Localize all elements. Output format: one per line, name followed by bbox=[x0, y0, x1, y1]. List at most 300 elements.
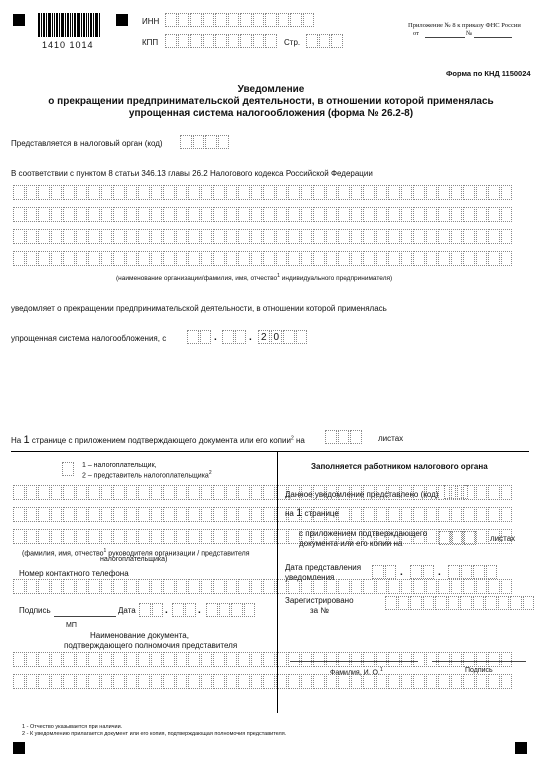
char-cell[interactable] bbox=[188, 674, 200, 689]
char-cell[interactable] bbox=[413, 507, 425, 522]
char-cell[interactable] bbox=[188, 652, 200, 667]
char-cell[interactable] bbox=[426, 652, 438, 667]
char-cell[interactable] bbox=[201, 507, 213, 522]
char-cell[interactable] bbox=[388, 207, 400, 222]
char-cell[interactable] bbox=[451, 207, 463, 222]
char-cell[interactable] bbox=[276, 652, 288, 667]
char-cell[interactable] bbox=[113, 507, 125, 522]
char-cell[interactable] bbox=[176, 579, 188, 594]
char-cell[interactable] bbox=[401, 185, 413, 200]
inn-cells[interactable] bbox=[165, 13, 315, 27]
char-cell[interactable] bbox=[388, 674, 400, 689]
char-cell[interactable] bbox=[351, 207, 363, 222]
char-cell[interactable] bbox=[38, 529, 50, 544]
char-cell[interactable] bbox=[226, 579, 238, 594]
char-cell[interactable] bbox=[463, 207, 475, 222]
char-cell[interactable] bbox=[238, 185, 250, 200]
char-cell[interactable] bbox=[501, 579, 513, 594]
char-cell[interactable] bbox=[501, 207, 513, 222]
char-cell[interactable] bbox=[201, 674, 213, 689]
char-cell[interactable] bbox=[38, 579, 50, 594]
char-cell[interactable] bbox=[226, 652, 238, 667]
char-cell[interactable] bbox=[476, 652, 488, 667]
char-cell[interactable] bbox=[126, 507, 138, 522]
char-cell[interactable] bbox=[213, 579, 225, 594]
org-name-row-4[interactable] bbox=[13, 251, 513, 266]
char-cell[interactable] bbox=[176, 207, 188, 222]
char-cell[interactable] bbox=[63, 579, 75, 594]
char-cell[interactable] bbox=[363, 185, 375, 200]
char-cell[interactable] bbox=[188, 229, 200, 244]
char-cell[interactable] bbox=[76, 485, 88, 500]
char-cell[interactable] bbox=[188, 251, 200, 266]
char-cell[interactable] bbox=[88, 579, 100, 594]
char-cell[interactable] bbox=[413, 579, 425, 594]
char-cell[interactable] bbox=[476, 185, 488, 200]
char-cell[interactable] bbox=[113, 579, 125, 594]
char-cell[interactable] bbox=[76, 229, 88, 244]
char-cell[interactable] bbox=[426, 185, 438, 200]
char-cell[interactable] bbox=[151, 579, 163, 594]
char-cell[interactable] bbox=[163, 579, 175, 594]
char-cell[interactable] bbox=[201, 652, 213, 667]
char-cell[interactable] bbox=[238, 251, 250, 266]
char-cell[interactable] bbox=[13, 507, 25, 522]
char-cell[interactable] bbox=[263, 652, 275, 667]
char-cell[interactable] bbox=[88, 485, 100, 500]
char-cell[interactable] bbox=[76, 251, 88, 266]
char-cell[interactable] bbox=[151, 229, 163, 244]
char-cell[interactable] bbox=[476, 529, 488, 544]
char-cell[interactable] bbox=[13, 579, 25, 594]
char-cell[interactable] bbox=[113, 229, 125, 244]
char-cell[interactable] bbox=[388, 251, 400, 266]
char-cell[interactable] bbox=[376, 579, 388, 594]
char-cell[interactable] bbox=[488, 207, 500, 222]
char-cell[interactable] bbox=[476, 251, 488, 266]
char-cell[interactable] bbox=[176, 185, 188, 200]
stop-date-year[interactable] bbox=[258, 330, 308, 344]
char-cell[interactable] bbox=[426, 674, 438, 689]
char-cell[interactable] bbox=[88, 251, 100, 266]
char-cell[interactable] bbox=[88, 652, 100, 667]
char-cell[interactable] bbox=[101, 674, 113, 689]
char-cell[interactable] bbox=[201, 579, 213, 594]
char-cell[interactable] bbox=[151, 507, 163, 522]
char-cell[interactable] bbox=[163, 485, 175, 500]
char-cell[interactable] bbox=[463, 507, 475, 522]
char-cell[interactable] bbox=[388, 507, 400, 522]
char-cell[interactable] bbox=[88, 529, 100, 544]
char-cell[interactable] bbox=[263, 185, 275, 200]
char-cell[interactable] bbox=[88, 674, 100, 689]
char-cell[interactable] bbox=[488, 674, 500, 689]
char-cell[interactable] bbox=[13, 251, 25, 266]
phone-cells[interactable] bbox=[13, 579, 513, 594]
char-cell[interactable] bbox=[213, 185, 225, 200]
tax-authority-code-cells[interactable] bbox=[180, 135, 230, 149]
signer-fio-row-2[interactable] bbox=[13, 507, 513, 522]
char-cell[interactable] bbox=[326, 251, 338, 266]
submission-code-cells[interactable] bbox=[444, 485, 469, 499]
char-cell[interactable] bbox=[438, 229, 450, 244]
sign-date-year[interactable] bbox=[206, 603, 256, 617]
attachment-sheets-cells[interactable] bbox=[325, 430, 363, 444]
char-cell[interactable] bbox=[63, 207, 75, 222]
char-cell[interactable] bbox=[351, 507, 363, 522]
char-cell[interactable] bbox=[263, 579, 275, 594]
char-cell[interactable] bbox=[426, 207, 438, 222]
char-cell[interactable] bbox=[151, 185, 163, 200]
char-cell[interactable] bbox=[76, 207, 88, 222]
char-cell[interactable] bbox=[88, 185, 100, 200]
char-cell[interactable] bbox=[63, 507, 75, 522]
char-cell[interactable] bbox=[113, 185, 125, 200]
char-cell[interactable] bbox=[438, 185, 450, 200]
char-cell[interactable] bbox=[251, 674, 263, 689]
char-cell[interactable] bbox=[401, 652, 413, 667]
char-cell[interactable] bbox=[301, 674, 313, 689]
char-cell[interactable] bbox=[163, 207, 175, 222]
char-cell[interactable] bbox=[501, 229, 513, 244]
char-cell[interactable] bbox=[438, 251, 450, 266]
char-cell[interactable] bbox=[213, 485, 225, 500]
char-cell[interactable] bbox=[401, 207, 413, 222]
char-cell[interactable] bbox=[451, 507, 463, 522]
char-cell[interactable] bbox=[201, 229, 213, 244]
char-cell[interactable] bbox=[376, 207, 388, 222]
char-cell[interactable] bbox=[288, 652, 300, 667]
char-cell[interactable] bbox=[276, 229, 288, 244]
char-cell[interactable] bbox=[126, 529, 138, 544]
char-cell[interactable] bbox=[463, 674, 475, 689]
char-cell[interactable] bbox=[26, 652, 38, 667]
char-cell[interactable] bbox=[51, 529, 63, 544]
char-cell[interactable] bbox=[226, 207, 238, 222]
signer-fio-row-3[interactable] bbox=[13, 529, 516, 544]
char-cell[interactable] bbox=[63, 674, 75, 689]
char-cell[interactable] bbox=[313, 185, 325, 200]
char-cell[interactable] bbox=[463, 652, 475, 667]
org-name-row-3[interactable] bbox=[13, 229, 513, 244]
char-cell[interactable] bbox=[51, 507, 63, 522]
char-cell[interactable] bbox=[51, 485, 63, 500]
char-cell[interactable] bbox=[463, 251, 475, 266]
char-cell[interactable] bbox=[88, 207, 100, 222]
char-cell[interactable] bbox=[51, 251, 63, 266]
char-cell[interactable] bbox=[376, 251, 388, 266]
char-cell[interactable] bbox=[163, 674, 175, 689]
char-cell[interactable] bbox=[413, 185, 425, 200]
char-cell[interactable] bbox=[301, 251, 313, 266]
char-cell[interactable] bbox=[288, 251, 300, 266]
char-cell[interactable] bbox=[88, 507, 100, 522]
char-cell[interactable] bbox=[488, 652, 500, 667]
office-date-year[interactable] bbox=[448, 565, 498, 579]
char-cell[interactable] bbox=[176, 652, 188, 667]
char-cell[interactable] bbox=[251, 529, 263, 544]
char-cell[interactable] bbox=[51, 652, 63, 667]
page-cells[interactable] bbox=[306, 34, 344, 48]
char-cell[interactable] bbox=[363, 507, 375, 522]
char-cell[interactable] bbox=[163, 185, 175, 200]
char-cell[interactable] bbox=[451, 579, 463, 594]
char-cell[interactable] bbox=[126, 251, 138, 266]
char-cell[interactable] bbox=[363, 652, 375, 667]
char-cell[interactable] bbox=[26, 485, 38, 500]
char-cell[interactable] bbox=[401, 229, 413, 244]
char-cell[interactable] bbox=[251, 207, 263, 222]
char-cell[interactable] bbox=[251, 251, 263, 266]
char-cell[interactable] bbox=[276, 251, 288, 266]
char-cell[interactable] bbox=[288, 185, 300, 200]
char-cell[interactable] bbox=[138, 674, 150, 689]
char-cell[interactable] bbox=[413, 652, 425, 667]
char-cell[interactable] bbox=[26, 674, 38, 689]
char-cell[interactable] bbox=[138, 507, 150, 522]
char-cell[interactable] bbox=[101, 652, 113, 667]
char-cell[interactable] bbox=[13, 652, 25, 667]
char-cell[interactable] bbox=[76, 674, 88, 689]
char-cell[interactable] bbox=[101, 529, 113, 544]
char-cell[interactable] bbox=[188, 507, 200, 522]
char-cell[interactable] bbox=[63, 251, 75, 266]
char-cell[interactable] bbox=[451, 251, 463, 266]
char-cell[interactable] bbox=[451, 652, 463, 667]
char-cell[interactable] bbox=[101, 185, 113, 200]
char-cell[interactable] bbox=[313, 207, 325, 222]
char-cell[interactable] bbox=[13, 529, 25, 544]
char-cell[interactable] bbox=[401, 579, 413, 594]
char-cell[interactable] bbox=[113, 485, 125, 500]
year-digit[interactable]: 2 bbox=[258, 330, 270, 344]
char-cell[interactable] bbox=[276, 185, 288, 200]
char-cell[interactable] bbox=[463, 579, 475, 594]
char-cell[interactable] bbox=[26, 507, 38, 522]
char-cell[interactable] bbox=[313, 229, 325, 244]
char-cell[interactable] bbox=[226, 674, 238, 689]
char-cell[interactable] bbox=[376, 507, 388, 522]
char-cell[interactable] bbox=[138, 652, 150, 667]
char-cell[interactable] bbox=[76, 529, 88, 544]
char-cell[interactable] bbox=[213, 652, 225, 667]
char-cell[interactable] bbox=[176, 251, 188, 266]
char-cell[interactable] bbox=[226, 529, 238, 544]
char-cell[interactable] bbox=[338, 251, 350, 266]
char-cell[interactable] bbox=[338, 185, 350, 200]
char-cell[interactable] bbox=[151, 529, 163, 544]
kpp-cells[interactable] bbox=[165, 34, 278, 48]
char-cell[interactable] bbox=[501, 652, 513, 667]
char-cell[interactable] bbox=[188, 185, 200, 200]
char-cell[interactable] bbox=[113, 529, 125, 544]
char-cell[interactable] bbox=[488, 229, 500, 244]
char-cell[interactable] bbox=[501, 485, 513, 500]
char-cell[interactable] bbox=[113, 674, 125, 689]
char-cell[interactable] bbox=[438, 579, 450, 594]
char-cell[interactable] bbox=[76, 579, 88, 594]
char-cell[interactable] bbox=[426, 507, 438, 522]
char-cell[interactable] bbox=[401, 251, 413, 266]
char-cell[interactable] bbox=[388, 652, 400, 667]
char-cell[interactable] bbox=[476, 485, 488, 500]
char-cell[interactable] bbox=[263, 485, 275, 500]
char-cell[interactable] bbox=[251, 579, 263, 594]
char-cell[interactable] bbox=[76, 507, 88, 522]
char-cell[interactable] bbox=[501, 251, 513, 266]
char-cell[interactable] bbox=[38, 674, 50, 689]
char-cell[interactable] bbox=[463, 229, 475, 244]
char-cell[interactable] bbox=[476, 579, 488, 594]
char-cell[interactable] bbox=[101, 485, 113, 500]
char-cell[interactable] bbox=[63, 652, 75, 667]
char-cell[interactable] bbox=[226, 229, 238, 244]
office-sheets-cells[interactable] bbox=[439, 531, 477, 545]
char-cell[interactable] bbox=[101, 507, 113, 522]
char-cell[interactable] bbox=[251, 185, 263, 200]
char-cell[interactable] bbox=[163, 529, 175, 544]
char-cell[interactable] bbox=[88, 229, 100, 244]
char-cell[interactable] bbox=[213, 207, 225, 222]
char-cell[interactable] bbox=[126, 674, 138, 689]
char-cell[interactable] bbox=[476, 507, 488, 522]
char-cell[interactable] bbox=[201, 485, 213, 500]
char-cell[interactable] bbox=[301, 652, 313, 667]
char-cell[interactable] bbox=[13, 185, 25, 200]
char-cell[interactable] bbox=[201, 529, 213, 544]
signer-type-cell[interactable] bbox=[62, 462, 75, 476]
char-cell[interactable] bbox=[463, 185, 475, 200]
char-cell[interactable] bbox=[288, 529, 300, 544]
char-cell[interactable] bbox=[26, 207, 38, 222]
char-cell[interactable] bbox=[151, 207, 163, 222]
year-digit[interactable]: 0 bbox=[271, 330, 283, 344]
char-cell[interactable] bbox=[263, 229, 275, 244]
char-cell[interactable] bbox=[351, 251, 363, 266]
char-cell[interactable] bbox=[251, 507, 263, 522]
char-cell[interactable] bbox=[376, 185, 388, 200]
char-cell[interactable] bbox=[26, 579, 38, 594]
char-cell[interactable] bbox=[476, 674, 488, 689]
char-cell[interactable] bbox=[138, 579, 150, 594]
char-cell[interactable] bbox=[413, 229, 425, 244]
char-cell[interactable] bbox=[351, 229, 363, 244]
char-cell[interactable] bbox=[138, 529, 150, 544]
char-cell[interactable] bbox=[251, 229, 263, 244]
char-cell[interactable] bbox=[13, 485, 25, 500]
char-cell[interactable] bbox=[438, 674, 450, 689]
char-cell[interactable] bbox=[263, 207, 275, 222]
char-cell[interactable] bbox=[238, 529, 250, 544]
office-date-day[interactable] bbox=[372, 565, 397, 579]
char-cell[interactable] bbox=[38, 251, 50, 266]
char-cell[interactable] bbox=[488, 185, 500, 200]
char-cell[interactable] bbox=[288, 207, 300, 222]
org-name-row-2[interactable] bbox=[13, 207, 513, 222]
char-cell[interactable] bbox=[276, 529, 288, 544]
char-cell[interactable] bbox=[451, 185, 463, 200]
char-cell[interactable] bbox=[351, 579, 363, 594]
char-cell[interactable] bbox=[263, 507, 275, 522]
char-cell[interactable] bbox=[201, 185, 213, 200]
char-cell[interactable] bbox=[226, 507, 238, 522]
char-cell[interactable] bbox=[288, 674, 300, 689]
char-cell[interactable] bbox=[263, 529, 275, 544]
char-cell[interactable] bbox=[313, 674, 325, 689]
char-cell[interactable] bbox=[51, 674, 63, 689]
char-cell[interactable] bbox=[101, 251, 113, 266]
char-cell[interactable] bbox=[126, 579, 138, 594]
char-cell[interactable] bbox=[351, 185, 363, 200]
char-cell[interactable] bbox=[426, 579, 438, 594]
char-cell[interactable] bbox=[326, 229, 338, 244]
char-cell[interactable] bbox=[176, 229, 188, 244]
char-cell[interactable] bbox=[76, 185, 88, 200]
char-cell[interactable] bbox=[163, 507, 175, 522]
char-cell[interactable] bbox=[501, 674, 513, 689]
char-cell[interactable] bbox=[238, 485, 250, 500]
char-cell[interactable] bbox=[238, 207, 250, 222]
char-cell[interactable] bbox=[176, 507, 188, 522]
char-cell[interactable] bbox=[376, 652, 388, 667]
char-cell[interactable] bbox=[126, 207, 138, 222]
char-cell[interactable] bbox=[51, 207, 63, 222]
char-cell[interactable] bbox=[151, 251, 163, 266]
char-cell[interactable] bbox=[238, 229, 250, 244]
sign-date-day[interactable] bbox=[139, 603, 164, 617]
stop-date-month[interactable] bbox=[222, 330, 247, 344]
char-cell[interactable] bbox=[38, 485, 50, 500]
char-cell[interactable] bbox=[138, 485, 150, 500]
char-cell[interactable] bbox=[113, 207, 125, 222]
char-cell[interactable] bbox=[401, 507, 413, 522]
char-cell[interactable] bbox=[238, 507, 250, 522]
char-cell[interactable] bbox=[338, 652, 350, 667]
char-cell[interactable] bbox=[476, 207, 488, 222]
char-cell[interactable] bbox=[401, 674, 413, 689]
char-cell[interactable] bbox=[126, 652, 138, 667]
char-cell[interactable] bbox=[263, 251, 275, 266]
char-cell[interactable] bbox=[276, 207, 288, 222]
char-cell[interactable] bbox=[226, 485, 238, 500]
char-cell[interactable] bbox=[388, 229, 400, 244]
char-cell[interactable] bbox=[126, 185, 138, 200]
char-cell[interactable] bbox=[138, 251, 150, 266]
char-cell[interactable] bbox=[376, 229, 388, 244]
char-cell[interactable] bbox=[388, 185, 400, 200]
char-cell[interactable] bbox=[338, 207, 350, 222]
char-cell[interactable] bbox=[38, 507, 50, 522]
char-cell[interactable] bbox=[288, 229, 300, 244]
char-cell[interactable] bbox=[63, 185, 75, 200]
char-cell[interactable] bbox=[488, 485, 500, 500]
char-cell[interactable] bbox=[188, 579, 200, 594]
char-cell[interactable] bbox=[413, 251, 425, 266]
char-cell[interactable] bbox=[151, 652, 163, 667]
char-cell[interactable] bbox=[301, 229, 313, 244]
char-cell[interactable] bbox=[51, 579, 63, 594]
char-cell[interactable] bbox=[313, 251, 325, 266]
doc-name-row-1[interactable] bbox=[13, 652, 513, 667]
char-cell[interactable] bbox=[51, 185, 63, 200]
sign-date-month[interactable] bbox=[172, 603, 197, 617]
char-cell[interactable] bbox=[176, 529, 188, 544]
char-cell[interactable] bbox=[451, 674, 463, 689]
officer-signature-line[interactable] bbox=[432, 661, 526, 662]
officer-name-line[interactable] bbox=[290, 661, 418, 662]
char-cell[interactable] bbox=[63, 529, 75, 544]
char-cell[interactable] bbox=[26, 251, 38, 266]
